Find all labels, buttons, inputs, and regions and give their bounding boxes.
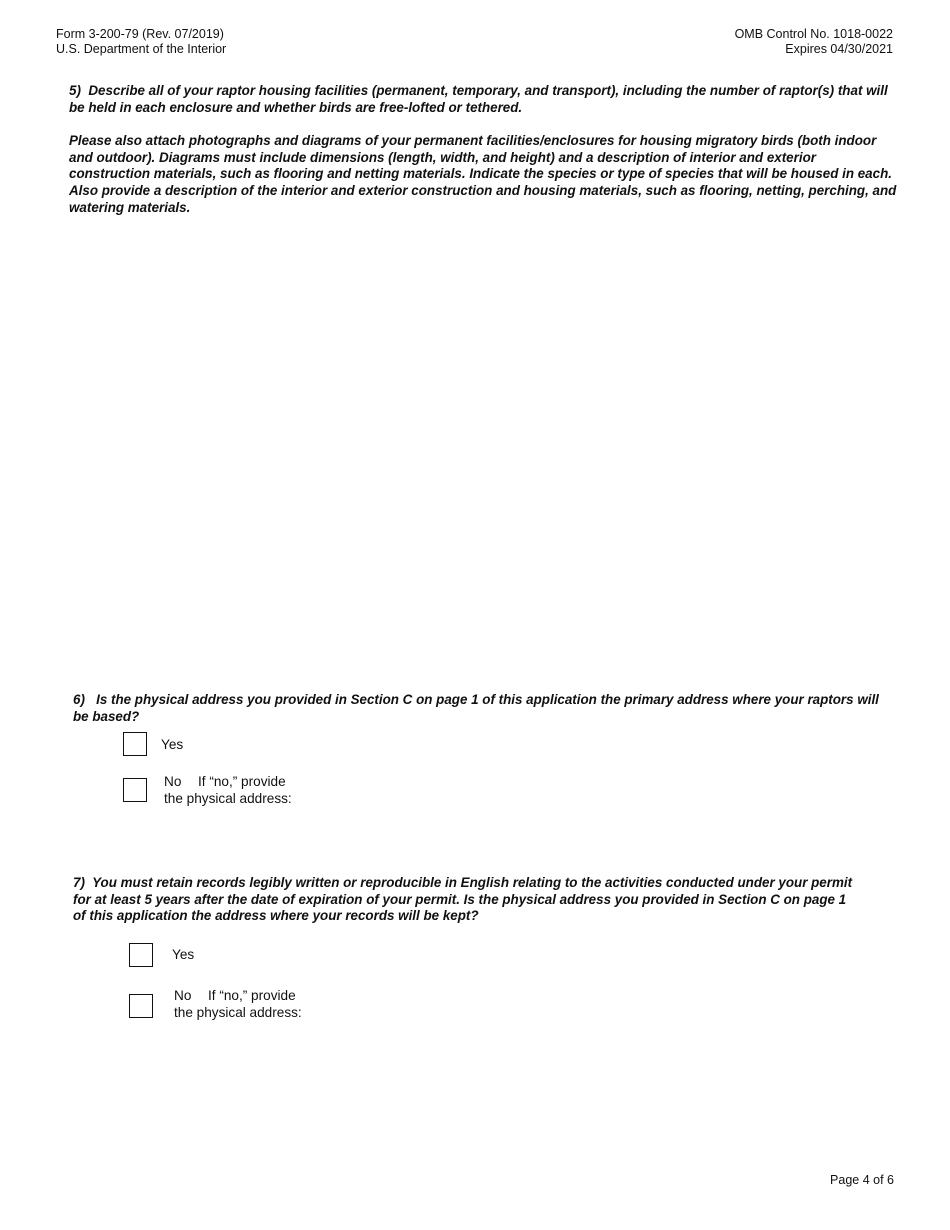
question-7	[73, 875, 853, 925]
question-6	[73, 692, 893, 725]
page-number: Page 4 of 6	[830, 1173, 894, 1187]
q6-no-prompt-line2: the physical address:	[164, 790, 292, 806]
q6-no-prompt-line1: If “no,” provide	[198, 774, 286, 789]
question-7-prompt: You must retain records legibly written or reproducible in English relating to the activities conducted under your permit for at least 5 years after the date of expiration of your permit. Is the physical address you provided in Section C on page 1 of this application the address where your records will be kept?	[73, 875, 853, 924]
question-6-prompt: Is the physical address you provided in Section C on page 1 of this application the primary address where your raptors will be based?	[73, 692, 879, 724]
q7-no-label: No	[174, 988, 192, 1003]
question-5	[69, 83, 899, 216]
q7-yes-checkbox[interactable]	[129, 943, 153, 967]
question-7-text	[73, 875, 853, 925]
form-header-right	[735, 27, 893, 57]
question-6-number: 6)	[73, 692, 85, 707]
q6-no-label: No	[164, 774, 182, 789]
form-header-left	[56, 27, 226, 57]
question-5-instructions: Please also attach photographs and diagrams of your permanent facilities/enclosures for housing migratory birds (both indoor and outdoor). Diagrams must include dimensions (length, width, and height) and a description of interior and exterior construction materials, such as flooring and netting materials. Indicate the species or type of species that will be housed in each. Also provide a description of the interior and exterior construction and housing materials, such as flooring, netting, perching, and watering materials.	[69, 133, 897, 215]
expiration-date: Expires 04/30/2021	[785, 42, 893, 56]
question-5-prompt: Describe all of your raptor housing facilities (permanent, temporary, and transport), including the number of raptor(s) that will be held in each enclosure and whether birds are free-lofted or tethered.	[69, 83, 888, 115]
q7-no-prompt-line1: If “no,” provide	[208, 988, 296, 1003]
question-5-text	[69, 83, 899, 116]
q7-no-checkbox[interactable]	[129, 994, 153, 1018]
q7-no-prompt-line2: the physical address:	[174, 1004, 302, 1020]
q6-yes-label: Yes	[161, 737, 184, 752]
q6-no-checkbox[interactable]	[123, 778, 147, 802]
q6-yes-checkbox[interactable]	[123, 732, 147, 756]
q7-yes-label: Yes	[172, 947, 195, 962]
omb-control-number: OMB Control No. 1018-0022	[734, 27, 893, 41]
q7-no-label-block	[174, 988, 302, 1021]
q6-no-label-block	[164, 774, 292, 807]
department-name: U.S. Department of the Interior	[56, 42, 227, 56]
form-number: Form 3-200-79 (Rev. 07/2019)	[56, 27, 224, 41]
question-7-number: 7)	[73, 875, 85, 890]
question-6-text	[73, 692, 893, 725]
question-5-number: 5)	[69, 83, 81, 98]
